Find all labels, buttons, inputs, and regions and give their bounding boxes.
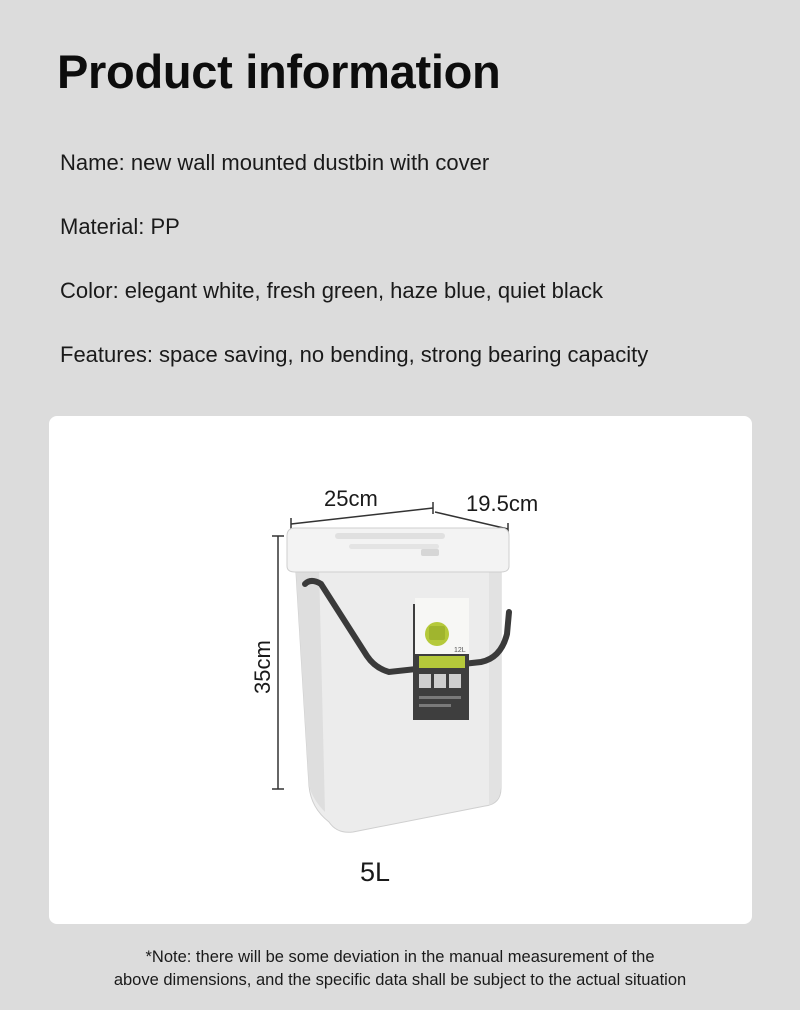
label-size-tag: 12L (454, 647, 466, 654)
dustbin-dimension-diagram (49, 416, 752, 924)
spec-material: Material: PP (60, 214, 180, 239)
capacity-label: 5L (360, 857, 391, 887)
width-label: 25cm (324, 486, 378, 511)
measurement-note (0, 946, 800, 992)
product-image-card (49, 416, 752, 924)
spec-features: Features: space saving, no bending, strong bearing capacity (60, 342, 649, 367)
spec-color: Color: elegant white, fresh green, haze blue, quiet black (60, 278, 603, 303)
height-label: 35cm (250, 640, 275, 694)
dustbin-illustration (287, 528, 509, 832)
depth-label: 19.5cm (466, 491, 539, 516)
spec-name: Name: new wall mounted dustbin with cover (60, 150, 490, 175)
note-line-1: *Note: there will be some deviation in the manual measurement of the (145, 948, 655, 966)
page-title: Product information (57, 45, 501, 98)
note-line-2: above dimensions, and the specific data shall be subject to the actual situation (113, 971, 687, 989)
